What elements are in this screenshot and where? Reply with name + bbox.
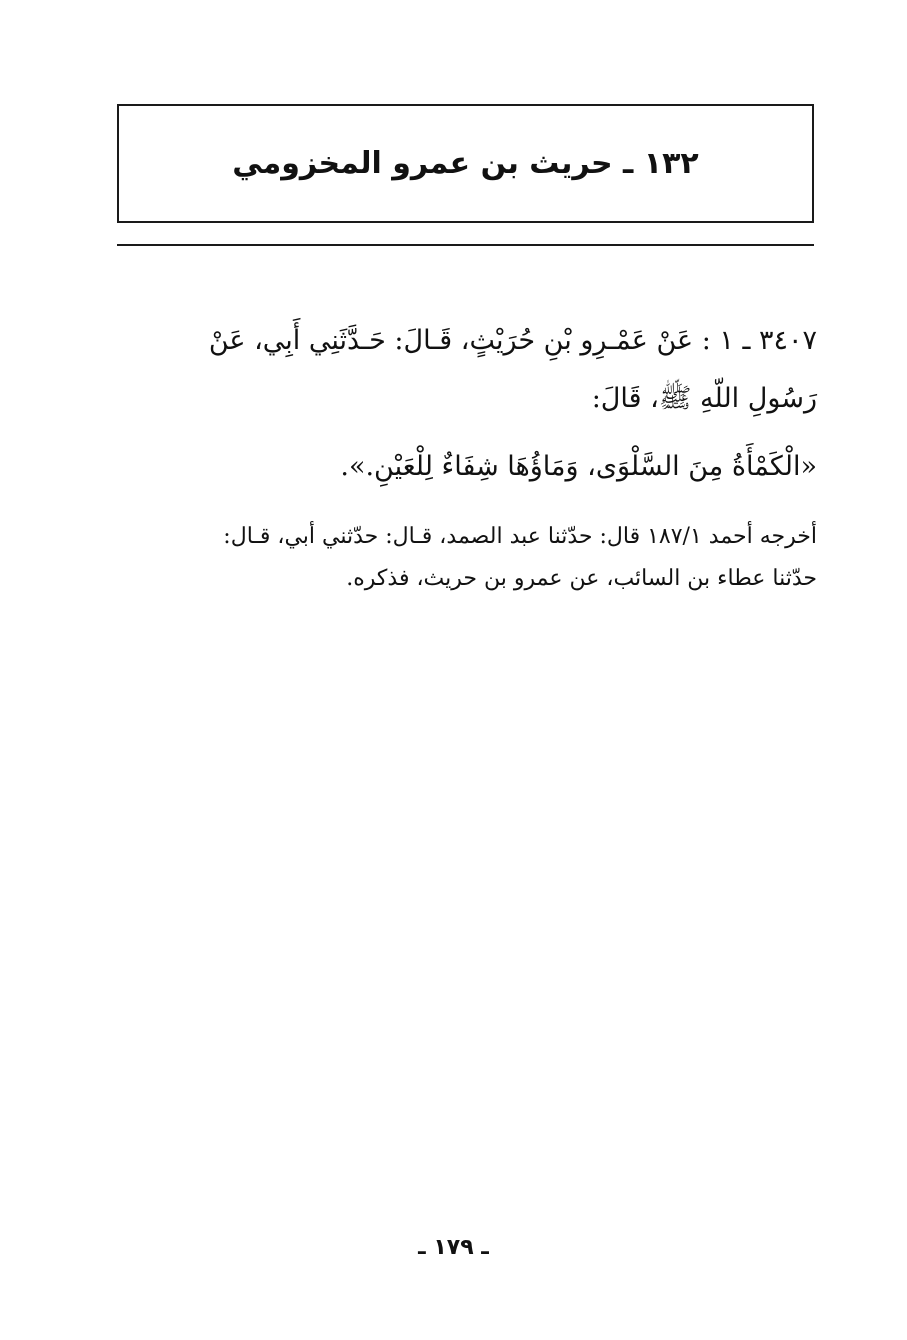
page-number: ـ ١٧٩ ـ [418,1235,489,1260]
hadith-text-line-2: رَسُولِ اللّهِ ﷺ، قَالَ: [591,383,817,414]
hadith-text-line-1: ٣٤٠٧ ـ ١ : عَنْ عَمْـرِو بْنِ حُرَيْثٍ، قَـالَ: حَـدَّثَنِي أَبِي، عَنْ [208,325,817,356]
takhrij-line-1: أخرجه أحمد ١٨٧/١ قال: حدّثنا عبد الصمد، قـال: حدّثني أبي، قـال: [223,524,817,549]
hadith-matn: «الْكَمْأَةُ مِنَ السَّلْوَى، وَمَاؤُهَا شِفَاءٌ لِلْعَيْنِ.». [340,451,817,482]
chapter-title-box [117,104,814,223]
chapter-title: ١٣٢ ـ حريث بن عمرو المخزومي [232,146,699,181]
takhrij-line-2: حدّثنا عطاء بن السائب، عن عمرو بن حريث، فذكره. [346,566,817,591]
title-divider [117,244,814,246]
